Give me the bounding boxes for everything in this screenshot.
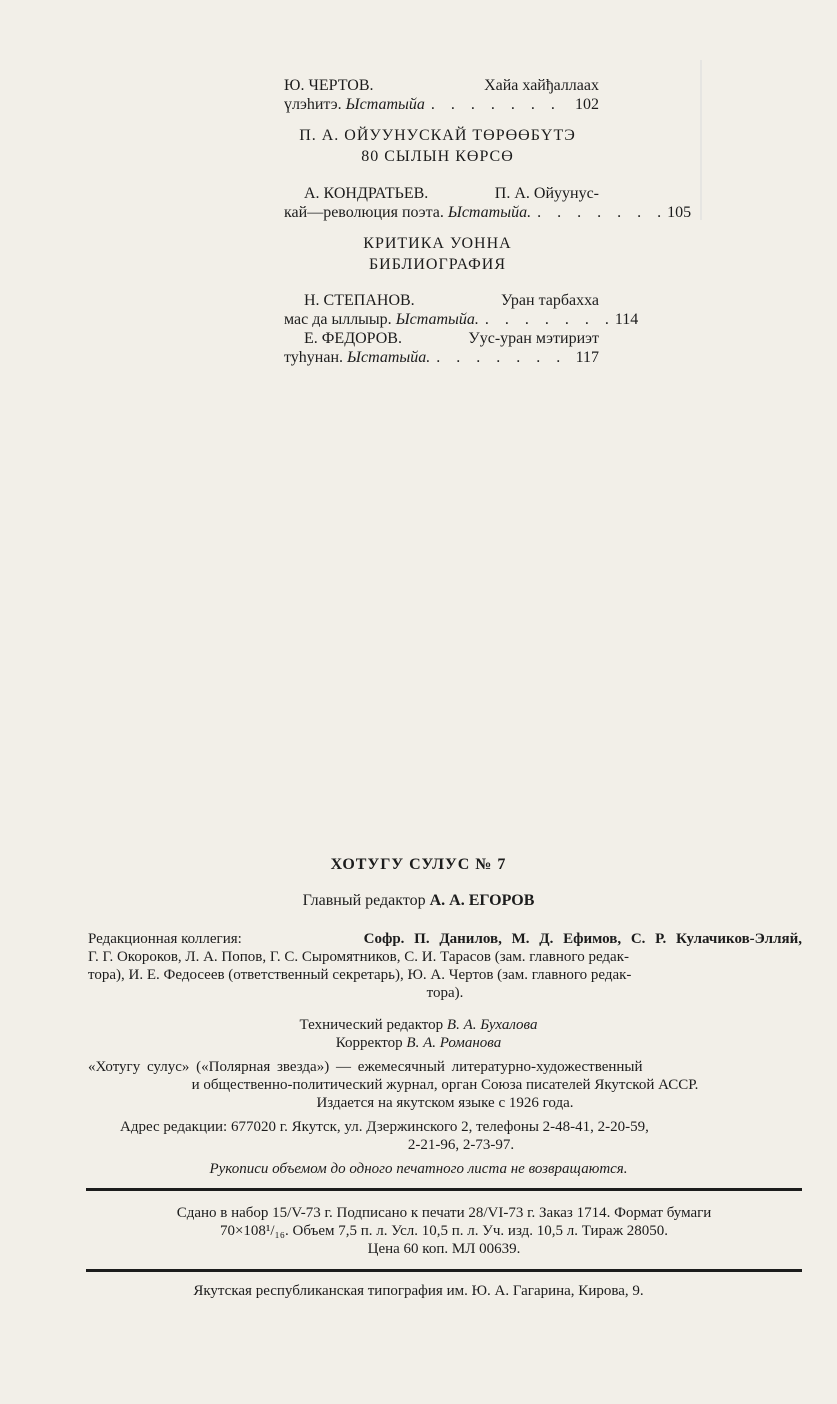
toc-title-cont: туһунан. (284, 349, 344, 366)
journal-issue-title: ХОТУГУ СУЛУС № 7 (330, 856, 507, 873)
toc-genre: Ыстатыйа. (447, 204, 532, 221)
manuscripts-note: Рукописи объемом до одного печатного листа не возвращаются. (209, 1161, 628, 1177)
board-line: тора), И. Е. Федосеев (ответственный секретарь), Ю. А. Чертов (зам. главного редак- (88, 967, 632, 983)
board-line: Г. Г. Окороков, Л. А. Попов, Г. С. Сыромятников, С. И. Тарасов (зам. главного редак- (88, 949, 629, 965)
corrector-label: Корректор (335, 1035, 403, 1051)
toc-page: 114 (614, 311, 639, 328)
toc-author: Н. СТЕПАНОВ. (304, 292, 415, 309)
toc-genre: Ыстатыйа. (395, 311, 479, 328)
toc-author: Ю. ЧЕРТОВ. (284, 77, 374, 94)
board-label: Редакционная коллегия: (88, 931, 242, 947)
toc-entry-stepanov (284, 291, 639, 329)
toc-genre: Ыстатыйа (345, 96, 425, 113)
chief-editor-name: А. А. ЕГОРОВ (429, 892, 535, 909)
toc-entry-fedorov (284, 329, 599, 367)
leader-dots: . . . . . . . (430, 96, 561, 113)
description-line: «Хотугу сулус» («Полярная звезда») — ежемесячный литературно-художественный (88, 1059, 643, 1075)
section-heading-kritika (260, 233, 615, 275)
toc-title-cont: мас да ыллыыр. (284, 311, 392, 328)
leader-dots: . . . . . . . (537, 204, 668, 221)
section-line: КРИТИКА УОННА (363, 235, 512, 252)
section-heading-oyuunuskay (260, 125, 615, 167)
toc-author: А. КОНДРАТЬЕВ. (304, 185, 429, 202)
printer-info: Якутская республиканская типография им. Ю. А. Гагарина, Кирова, 9. (193, 1283, 644, 1299)
address-label: Адрес редакции: (120, 1119, 228, 1135)
description-line: и общественно-политический журнал, орган Союза писателей Якутской АССР. (191, 1077, 699, 1093)
toc-genre: Ыстатыйа. (347, 349, 431, 366)
section-line: 80 СЫЛЫН КӨРСӨ (361, 148, 514, 165)
printing-details (86, 1204, 802, 1258)
toc-entry-kondratyev (284, 184, 692, 222)
chief-editor (0, 892, 837, 910)
section-line: БИБЛИОГРАФИЯ (368, 256, 506, 273)
print-line: 70×108¹/₁₆. Объем 7,5 п. л. Усл. 10,5 п. л. Уч. изд. 10,5 л. Тираж 28050. (219, 1223, 669, 1239)
toc-title-cont: үлэһитэ. (284, 96, 342, 113)
toc-title: Уран тарбахха (500, 292, 599, 309)
address-text: 2-21-96, 2-73-97. (407, 1137, 515, 1153)
toc-page: 102 (575, 96, 599, 113)
toc-entry-chertov (284, 76, 599, 114)
print-line: Цена 60 коп. МЛ 00639. (367, 1241, 521, 1257)
tech-editor (0, 1016, 837, 1034)
toc-author: Е. ФЕДОРОВ. (304, 330, 402, 347)
chief-editor-label: Главный редактор (302, 892, 426, 909)
address-text: 677020 г. Якутск, ул. Дзержинского 2, телефоны 2-48-41, 2-20-59, (230, 1119, 649, 1135)
section-line: П. А. ОЙУУНУСКАЙ ТӨРӨӨБҮТЭ (299, 127, 576, 144)
journal-description (88, 1058, 802, 1112)
toc-page: 105 (667, 204, 692, 221)
tech-editor-name: В. А. Бухалова (446, 1017, 538, 1033)
toc-title-cont: кай—революция поэта. (284, 204, 444, 221)
divider-top (86, 1188, 802, 1191)
bleed-through (700, 60, 832, 220)
editorial-address (120, 1118, 802, 1154)
print-line: Сдано в набор 15/V-73 г. Подписано к печати 28/VI-73 г. Заказ 1714. Формат бумаги (176, 1205, 712, 1221)
toc-title: П. А. Ойуунус- (494, 185, 599, 202)
toc-title: Уус-уран мэтириэт (468, 330, 599, 347)
corrector-name: В. А. Романова (406, 1035, 502, 1051)
leader-dots: . . . . . . . (484, 311, 615, 328)
tech-editor-label: Технический редактор (299, 1017, 444, 1033)
divider-bottom (86, 1269, 802, 1272)
board-line: тора). (426, 985, 464, 1001)
board-names: Софр. П. Данилов, М. Д. Ефимов, С. Р. Кулачиков-Элляй, (363, 931, 802, 947)
description-line: Издается на якутском языке с 1926 года. (316, 1095, 574, 1111)
toc-page: 117 (575, 349, 599, 366)
toc-title: Хайа хайђаллаах (484, 77, 599, 94)
leader-dots: . . . . . . . (436, 349, 567, 366)
editorial-board (88, 930, 802, 1002)
corrector (0, 1034, 837, 1052)
